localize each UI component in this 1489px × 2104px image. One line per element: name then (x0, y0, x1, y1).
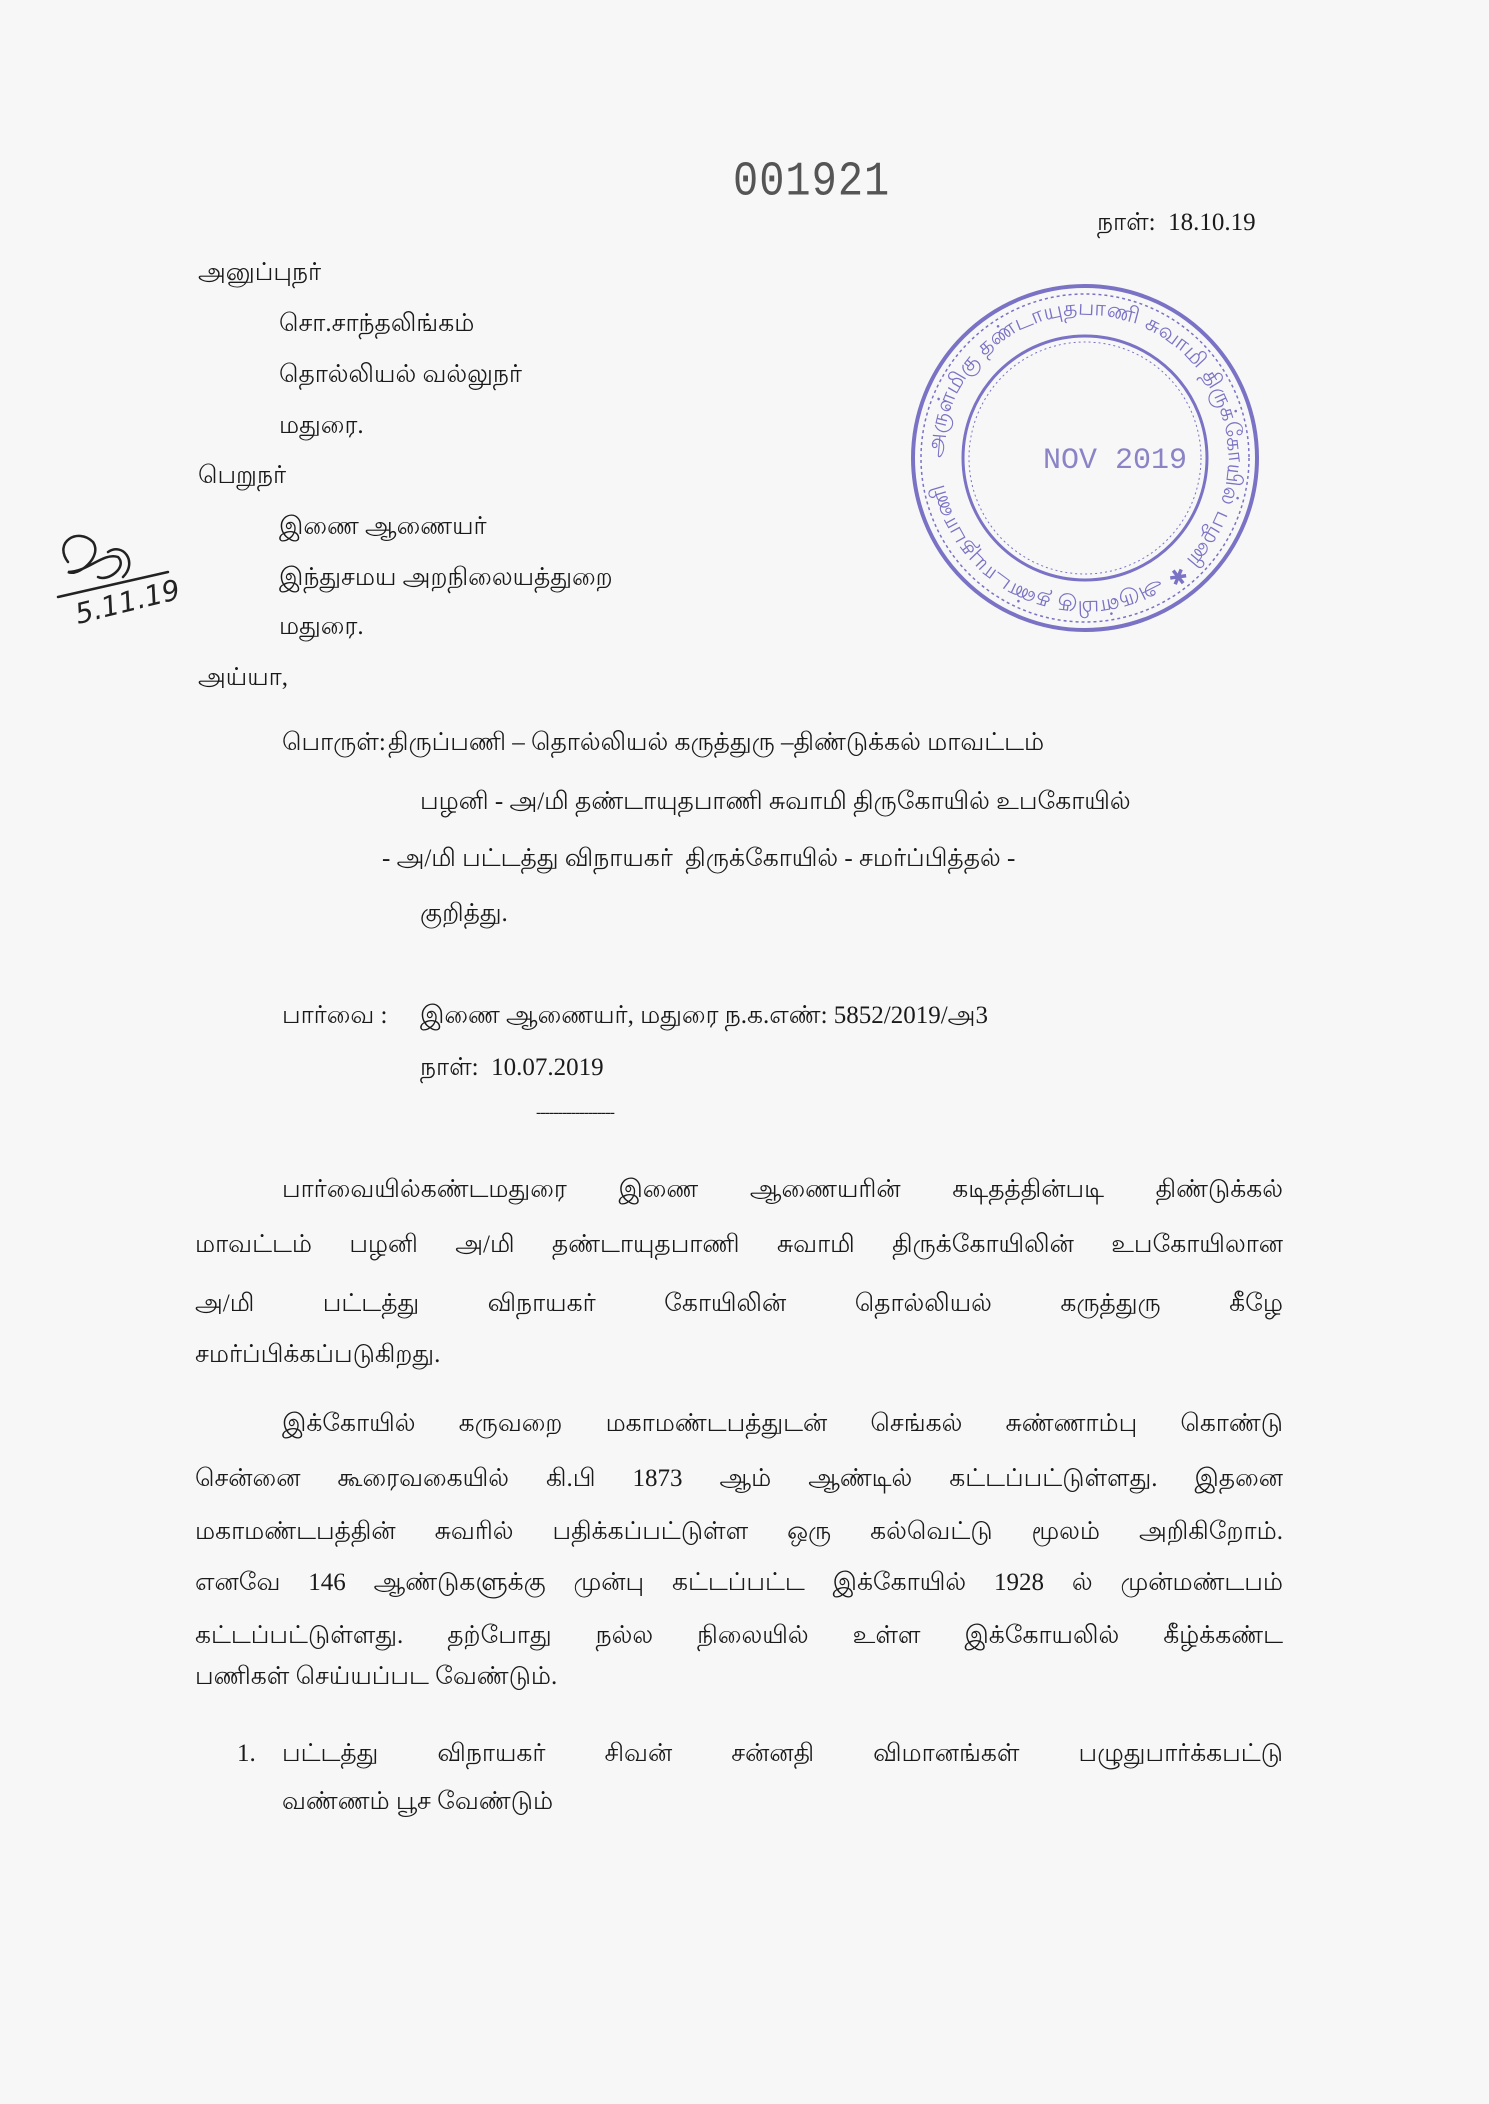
subject-line: குறித்து. (420, 900, 508, 927)
paragraph-line: மாவட்டம் பழனி அ/மி தண்டாயுதபாணி சுவாமி திருக்கோயிலின் உபகோயிலான (195, 1231, 1283, 1258)
date-value: 18.10.19 (1168, 209, 1256, 236)
letter-date (1097, 210, 1256, 235)
date-label: நாள்: (1097, 209, 1156, 236)
recipient-dept: இந்துசமய அறநிலையத்துறை (279, 564, 613, 591)
paragraph-line: மகாமண்டபத்தின் சுவரில் பதிக்கப்பட்டுள்ள ஒரு கல்வெட்டு மூலம் அறிகிறோம். (195, 1518, 1283, 1545)
reference-date: நாள்: 10.07.2019 (420, 1054, 604, 1081)
subject-label: பொருள்: (282, 729, 386, 756)
subject-line: பழனி - அ/மி தண்டாயுதபாணி சுவாமி திருகோயில் உபகோயில் (420, 788, 1131, 815)
temple-seal-stamp (905, 278, 1265, 638)
list-item-line: வண்ணம் பூச வேண்டும் (282, 1788, 554, 1815)
stamp-date: NOV 2019 (1042, 444, 1188, 478)
paragraph-line: கட்டப்பட்டுள்ளது. தற்போது நல்ல நிலையில் உள்ள இக்கோயலில் கீழ்க்கண்ட (195, 1622, 1283, 1649)
separator: ------------------ (536, 1104, 614, 1121)
document-number: 001921 (733, 154, 891, 210)
salutation: அய்யா, (198, 664, 288, 691)
recipient-city: மதுரை. (279, 613, 364, 640)
stamp-ring-text: அருள்மிகு தண்டாயுதபாணி சுவாமி திருக்கோயில் பழனி ✱ அருள்மிகு தண்டாயுதபாணி (922, 295, 1249, 621)
sender-city: மதுரை. (279, 412, 364, 439)
paragraph-line: சென்னை கூரைவகையில் கி.பி 1873 ஆம் ஆண்டில் கட்டப்பட்டுள்ளது. இதனை (195, 1465, 1283, 1492)
paragraph-line: அ/மி பட்டத்து விநாயகர் கோயிலின் தொல்லியல் கருத்துரு கீழே (195, 1290, 1283, 1317)
paragraph-line: பணிகள் செய்யப்பட வேண்டும். (195, 1663, 558, 1690)
subject-line: திருப்பணி – தொல்லியல் கருத்துரு –திண்டுக்கல் மாவட்டம் (388, 729, 1045, 756)
list-item-line: பட்டத்து விநாயகர் சிவன் சன்னதி விமானங்கள் பழுதுபார்க்கபட்டு (282, 1740, 1283, 1767)
paragraph-line: எனவே 146 ஆண்டுகளுக்கு முன்பு கட்டப்பட்ட இக்கோயில் 1928 ல் முன்மண்டபம் (195, 1569, 1283, 1596)
handwritten-signature (48, 522, 198, 652)
sender-title: தொல்லியல் வல்லுநர் (279, 361, 522, 388)
signature-date: 5.11.19 (71, 572, 184, 631)
sender-name: சொ.சாந்தலிங்கம் (279, 310, 475, 337)
recipient-title: இணை ஆணையர் (279, 513, 487, 540)
paragraph-line: பார்வையில்கண்டமதுரை இணை ஆணையரின் கடிதத்தின்படி திண்டுக்கல் (282, 1176, 1283, 1203)
list-number: 1. (237, 1740, 256, 1767)
recipient-label: பெறுநர் (198, 462, 287, 489)
reference-line: இணை ஆணையர், மதுரை ந.க.எண்: 5852/2019/அ3 (420, 1002, 988, 1029)
reference-label: பார்வை : (282, 1002, 388, 1029)
subject-line: - அ/மி பட்டத்து விநாயகர் திருக்கோயில் - சமர்ப்பித்தல் - (382, 845, 1016, 872)
paragraph-line: இக்கோயில் கருவறை மகாமண்டபத்துடன் செங்கல் சுண்ணாம்பு கொண்டு (282, 1410, 1283, 1437)
paragraph-line: சமர்ப்பிக்கப்படுகிறது. (195, 1341, 441, 1368)
sender-label: அனுப்புநர் (198, 259, 322, 286)
